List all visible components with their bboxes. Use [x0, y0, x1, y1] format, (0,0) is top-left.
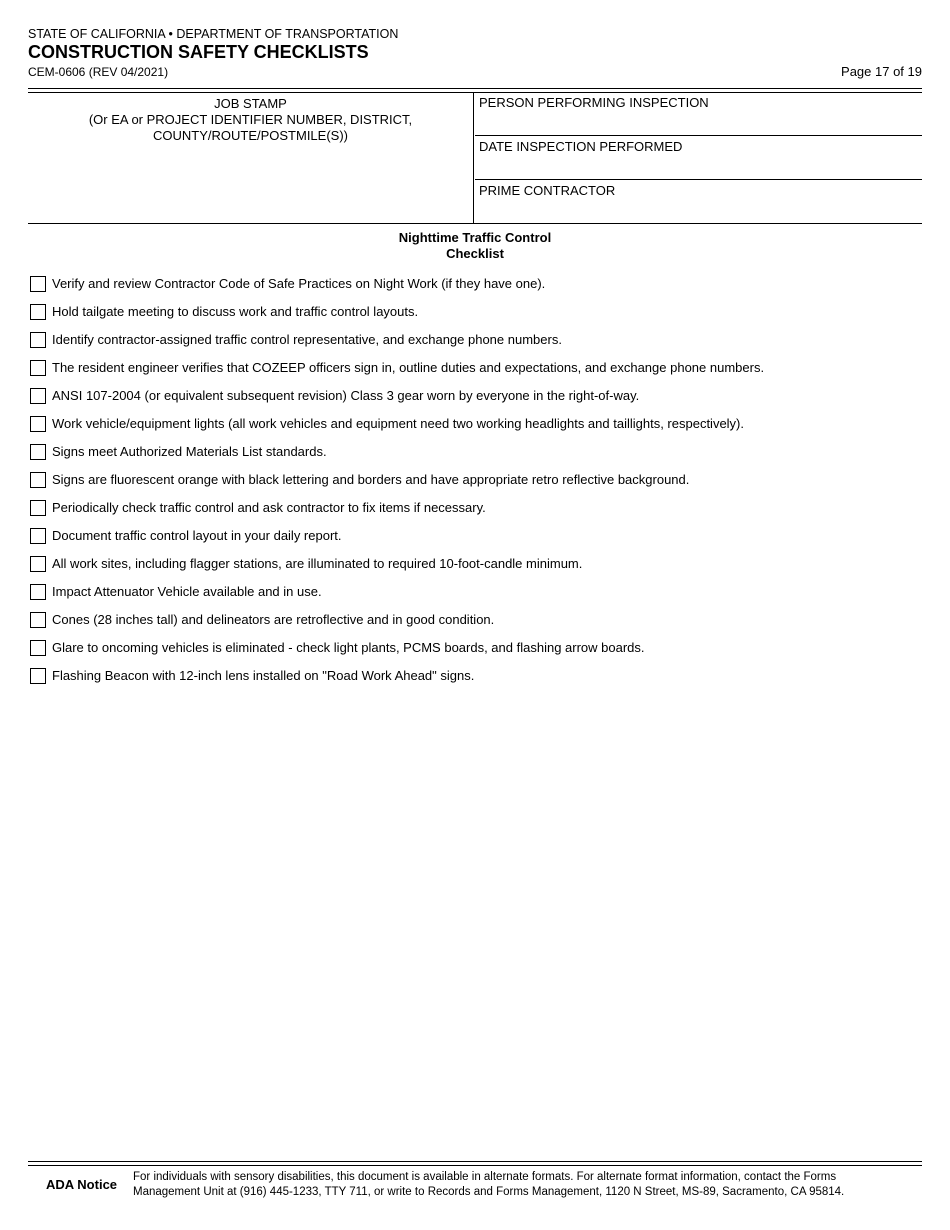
section-subtitle: Checklist	[446, 246, 504, 261]
checkbox[interactable]	[30, 416, 46, 432]
checklist-item	[30, 442, 922, 470]
person-performing-inspection-label: PERSON PERFORMING INSPECTION	[479, 95, 709, 110]
checklist-item	[30, 666, 922, 694]
checklist-item	[30, 330, 922, 358]
checklist-item-label: Glare to oncoming vehicles is eliminated - check light plants, PCMS boards, and flashing arrow boards.	[52, 640, 645, 655]
job-info-box	[28, 93, 922, 224]
footer-divider	[28, 1165, 922, 1166]
checklist-item	[30, 610, 922, 638]
person-performing-inspection-field[interactable]	[475, 93, 922, 136]
header-divider	[28, 88, 922, 89]
checklist-item-label: ANSI 107-2004 (or equivalent subsequent revision) Class 3 gear worn by everyone in the right-of-way.	[52, 388, 640, 403]
checkbox[interactable]	[30, 668, 46, 684]
page-number: Page 17 of 19	[841, 64, 922, 79]
checklist-item-label: Flashing Beacon with 12-inch lens installed on "Road Work Ahead" signs.	[52, 668, 475, 683]
checkbox[interactable]	[30, 472, 46, 488]
job-stamp-label: JOB STAMP	[214, 96, 287, 111]
prime-contractor-field[interactable]	[475, 181, 922, 224]
section-title: Nighttime Traffic Control	[398, 230, 552, 245]
date-inspection-performed-field[interactable]	[475, 137, 922, 180]
checkbox[interactable]	[30, 640, 46, 656]
section-heading	[28, 230, 922, 262]
checklist-item-label: Impact Attenuator Vehicle available and in use.	[52, 584, 322, 599]
checklist-item	[30, 274, 922, 302]
checkbox[interactable]	[30, 332, 46, 348]
checklist-item-label: Periodically check traffic control and ask contractor to fix items if necessary.	[52, 500, 486, 515]
checkbox[interactable]	[30, 276, 46, 292]
checkbox[interactable]	[30, 528, 46, 544]
checklist-item	[30, 302, 922, 330]
job-stamp-instructions: (Or EA or PROJECT IDENTIFIER NUMBER, DISTRICT,	[88, 112, 413, 127]
footer-divider	[28, 1161, 922, 1162]
checklist-item-label: Signs are fluorescent orange with black lettering and borders and have appropriate retro reflective background.	[52, 472, 690, 487]
form-number: CEM-0606 (REV 04/2021)	[28, 65, 169, 79]
job-stamp-instructions: COUNTY/ROUTE/POSTMILE(S))	[152, 128, 348, 143]
checklist-item-label: Document traffic control layout in your daily report.	[52, 528, 342, 543]
checklist-item-label: Identify contractor-assigned traffic control representative, and exchange phone numbers.	[52, 332, 562, 347]
checkbox[interactable]	[30, 304, 46, 320]
checklist	[30, 274, 922, 694]
checkbox[interactable]	[30, 500, 46, 516]
ada-notice-label: ADA Notice	[46, 1177, 118, 1192]
checklist-item-label: Signs meet Authorized Materials List standards.	[52, 444, 327, 459]
checklist-item-label: Cones (28 inches tall) and delineators are retroflective and in good condition.	[52, 612, 495, 627]
checkbox[interactable]	[30, 612, 46, 628]
checkbox[interactable]	[30, 444, 46, 460]
checkbox[interactable]	[30, 584, 46, 600]
checklist-item	[30, 358, 922, 386]
checklist-item	[30, 582, 922, 610]
checklist-item	[30, 554, 922, 582]
checklist-item	[30, 498, 922, 526]
checkbox[interactable]	[30, 360, 46, 376]
checklist-item-label: The resident engineer verifies that COZEEP officers sign in, outline duties and expectations, and exchange phone numbers.	[52, 360, 765, 375]
checklist-item	[30, 526, 922, 554]
checklist-item-label: Verify and review Contractor Code of Safe Practices on Night Work (if they have one).	[52, 276, 546, 291]
checklist-item-label: All work sites, including flagger stations, are illuminated to required 10-foot-candle minimum.	[52, 556, 583, 571]
checklist-item-label: Work vehicle/equipment lights (all work vehicles and equipment need two working headlights and taillights, respectively).	[52, 416, 745, 431]
checkbox[interactable]	[30, 556, 46, 572]
ada-notice-line: For individuals with sensory disabilities, this document is available in alternate formats. For alternate format information, contact the Forms	[133, 1171, 837, 1183]
ada-notice-text	[133, 1170, 913, 1200]
checklist-item-label: Hold tailgate meeting to discuss work and traffic control layouts.	[52, 304, 419, 319]
ada-notice-line: Management Unit at (916) 445-1233, TTY 711, or write to Records and Forms Management, 1120 N Street, MS-89, Sacramento, CA 95814.	[133, 1186, 845, 1198]
document-title: CONSTRUCTION SAFETY CHECKLISTS	[28, 42, 369, 62]
checklist-item	[30, 414, 922, 442]
prime-contractor-label: PRIME CONTRACTOR	[479, 183, 616, 198]
checklist-item	[30, 638, 922, 666]
inspection-fields	[475, 93, 922, 223]
job-stamp-area[interactable]	[28, 93, 474, 223]
checklist-item	[30, 386, 922, 414]
checkbox[interactable]	[30, 388, 46, 404]
date-inspection-performed-label: DATE INSPECTION PERFORMED	[479, 139, 683, 154]
agency-name: STATE OF CALIFORNIA • DEPARTMENT OF TRANSPORTATION	[28, 27, 399, 41]
checklist-item	[30, 470, 922, 498]
